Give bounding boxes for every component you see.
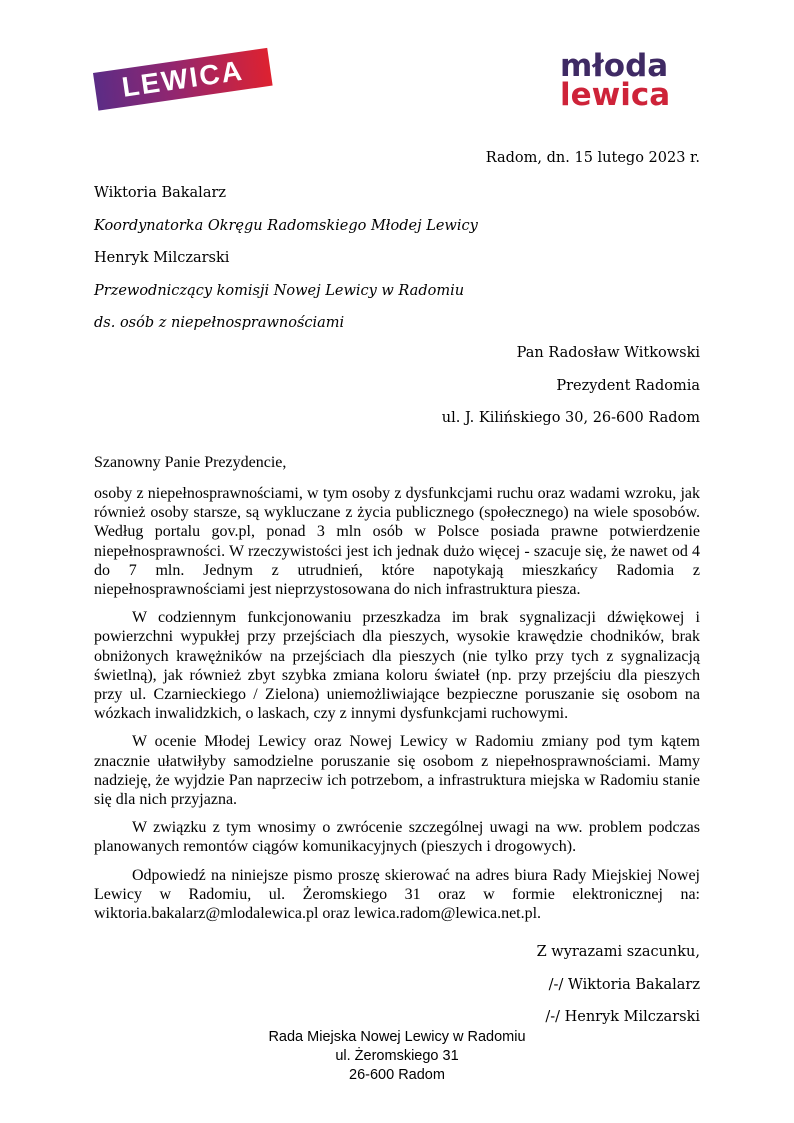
- sender-title-1: Koordynatorka Okręgu Radomskiego Młodej Lewicy: [94, 217, 478, 234]
- sender-name-2: Henryk Milczarski: [94, 250, 230, 266]
- recipient-block: [94, 337, 700, 435]
- recipient-name: Pan Radosław Witkowski: [516, 345, 700, 361]
- sender-name-1: Wiktoria Bakalarz: [94, 185, 227, 201]
- letter-body: [94, 484, 700, 932]
- closing-block: [94, 936, 700, 1034]
- mloda-lewica-line2: lewica: [560, 77, 671, 113]
- paragraph-1: osoby z niepełnosprawnościami, w tym osoby z dysfunkcjami ruchu oraz wadami wzroku, jak również osoby starsze, są wykluczane z życia publicznego (społecznego) na wiele sposobów. Według portalu gov.pl, ponad 3 mln osób w Polsce posiada prawne potwierdzenie niepełnosprawności. W rzeczywistości jest ich jednak dużo więcej - szacuje się, że nawet od 4 do 7 mln. Jednym z utrudnień, które napotykają mieszkańcy Radomia z niepełnosprawnościami jest nieprzystosowana do nich infrastruktura piesza.: [94, 485, 700, 599]
- sender-title-2-line-2: ds. osób z niepełnosprawnościami: [94, 315, 345, 331]
- recipient-title: Prezydent Radomia: [556, 377, 700, 394]
- sender-title-2-line-1: Przewodniczący komisji Nowej Lewicy w Radomiu: [94, 282, 465, 299]
- paragraph-4: W związku z tym wnosimy o zwrócenie szczególnej uwagi na ww. problem podczas planowanych remontów ciągów komunikacyjnych (pieszych i drogowych).: [94, 819, 700, 856]
- mloda-lewica-line1: młoda: [560, 48, 669, 84]
- salutation: Szanowny Panie Prezydencie,: [94, 454, 287, 471]
- recipient-address: ul. J. Kilińskiego 30, 26-600 Radom: [441, 410, 700, 426]
- sender-block: [94, 177, 478, 340]
- footer-line-2: ul. Żeromskiego 31: [335, 1048, 459, 1064]
- paragraph-2: W codziennym funkcjonowaniu przeszkadza im brak sygnalizacji dźwiękowej i powierzchni wypukłej przy przejściach dla pieszych, wysokie krawędzie chodników, brak obniżonych krawężników na przejściach dla pieszych (nie tylko przy tych z sygnalizacją świetlną), jak również zbyt szybka zmiana koloru świateł (np. przy przejściu dla pieszych przy ul. Czarnieckiego / Zielona) uniemożliwiające bezpieczne poruszanie się osobom na wózkach inwalidzkich, o laskach, czy z innymi dysfunkcjami ruchowymi.: [94, 609, 700, 723]
- footer-line-1: Rada Miejska Nowej Lewicy w Radomiu: [268, 1029, 526, 1045]
- mloda-lewica-logo: [560, 48, 671, 113]
- signature-1: /-/ Wiktoria Bakalarz: [548, 976, 700, 993]
- date-line: Radom, dn. 15 lutego 2023 r.: [485, 150, 700, 166]
- footer-line-3: 26-600 Radom: [349, 1067, 445, 1083]
- paragraph-5: Odpowiedź na niniejsze pismo proszę skierować na adres biura Rady Miejskiej Nowej Lewicy w Radomiu, ul. Żeromskiego 31 oraz w formie elektronicznej na: wiktoria.bakalarz@mlodalewica.pl oraz lewica.radom@lewica.net.pl.: [94, 866, 700, 923]
- closing-phrase: Z wyrazami szacunku,: [536, 944, 700, 960]
- signature-2: /-/ Henryk Milczarski: [545, 1009, 700, 1025]
- paragraph-3: W ocenie Młodej Lewicy oraz Nowej Lewicy w Radomiu zmiany pod tym kątem znacznie ułatwiłyby samodzielne poruszanie się osobom z niepełnosprawnościami. Mamy nadzieję, że wyjdzie Pan naprzeciw ich potrzebom, a infrastruktura miejska w Radomiu stanie się dla nich przyjazna.: [94, 733, 700, 809]
- lewica-logo: [93, 48, 273, 111]
- lewica-logo-text: LEWICA: [119, 54, 246, 103]
- footer-block: [0, 1028, 794, 1085]
